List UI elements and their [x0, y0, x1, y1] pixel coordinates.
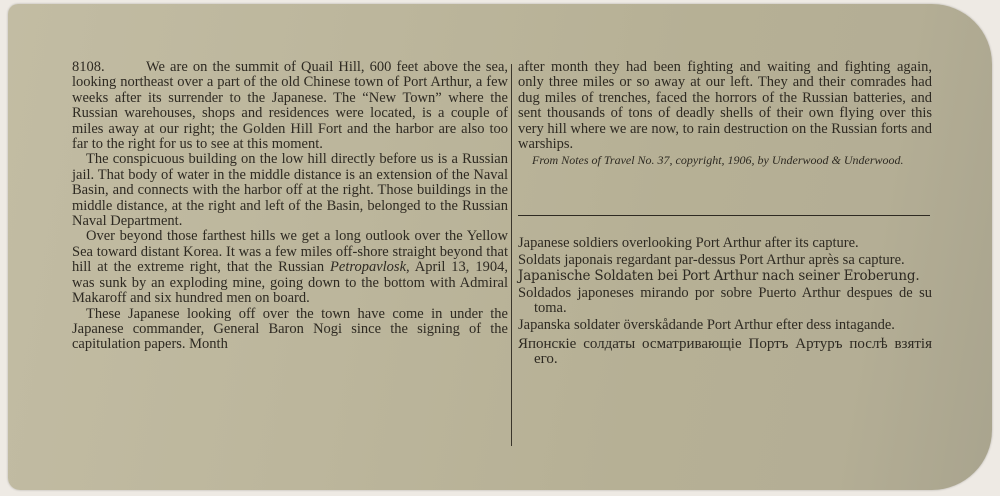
- caption-english: Japanese soldiers overlooking Port Arthur after its capture.: [518, 235, 859, 251]
- ship-name: Petropavlosk: [330, 259, 407, 276]
- card-number: 8108.: [72, 59, 105, 75]
- copyright-credit: From Notes of Travel No. 37, copyright, 1906, by Underwood & Underwood.: [532, 153, 904, 168]
- paragraph-4: These Japanese looking off over the town have come in under the Japanese commander, General Baron Nogi since the signing of the capitulation papers. Month: [72, 305, 508, 353]
- paragraph-continued: after month they had been fighting and waiting and fighting again, only three miles or so away at our left. They and their comrades had dug miles of trenches, faced the horrors of the Russian batteries, and sent thousands of tons of deadly shells of their own flying over this very hill where we are now, to rain destruction on the Russian forts and warships.: [518, 59, 932, 153]
- column-divider: [511, 64, 512, 446]
- caption-russian: Японскіе солдаты осматривающіе Портъ Артуръ послѣ взятія его.: [518, 335, 932, 368]
- caption-french: Soldats japonais regardant par-dessus Port Arthur après sa capture.: [518, 251, 905, 268]
- paragraph-2: The conspicuous building on the low hill directly before us is a Russian jail. That body of water in the middle distance is an extension of the Naval Basin, and connects with the harbor off at the right. Those buildings in the middle distance, at the right and left of the Basin, belonged to the Russian Naval Department.: [72, 151, 508, 230]
- paragraph-1: [72, 60, 508, 152]
- description-left-column: [72, 60, 508, 353]
- caption-spanish: Soldados japoneses mirando por sobre Puerto Arthur despues de su toma.: [518, 284, 932, 317]
- paragraph-3: Over beyond those farthest hills we get a long outlook over the Yellow Sea toward distant Korea. It was a few miles off-shore straight beyond that hill at the extreme right, that the Russian Petropavlosk, April 13, 1904, was sunk by an exploding mine, going down to the bottom with Admiral Makaroff and six hundred men on board.: [72, 228, 508, 307]
- caption-swedish: Japanska soldater överskådande Port Arthur efter dess intagande.: [518, 316, 895, 333]
- paragraph-1-text: We are on the summit of Quail Hill, 600 feet above the sea, looking northeast over a part of the old Chinese town of Port Arthur, a few weeks after its surrender to the Japanese. The “New Town” where the Russian warehouses, shops and residences were located, is a couple of miles away at our right; the Golden Hill Fort and the harbor are also too far to the right for us to see at this moment.: [72, 59, 508, 153]
- stereo-card-back: [8, 4, 992, 490]
- description-right-column: [518, 60, 932, 167]
- caption-german: Japanische Soldaten bei Port Arthur nach seiner Eroberung.: [518, 268, 920, 285]
- caption-separator: [518, 215, 930, 216]
- captions-block: [518, 236, 932, 369]
